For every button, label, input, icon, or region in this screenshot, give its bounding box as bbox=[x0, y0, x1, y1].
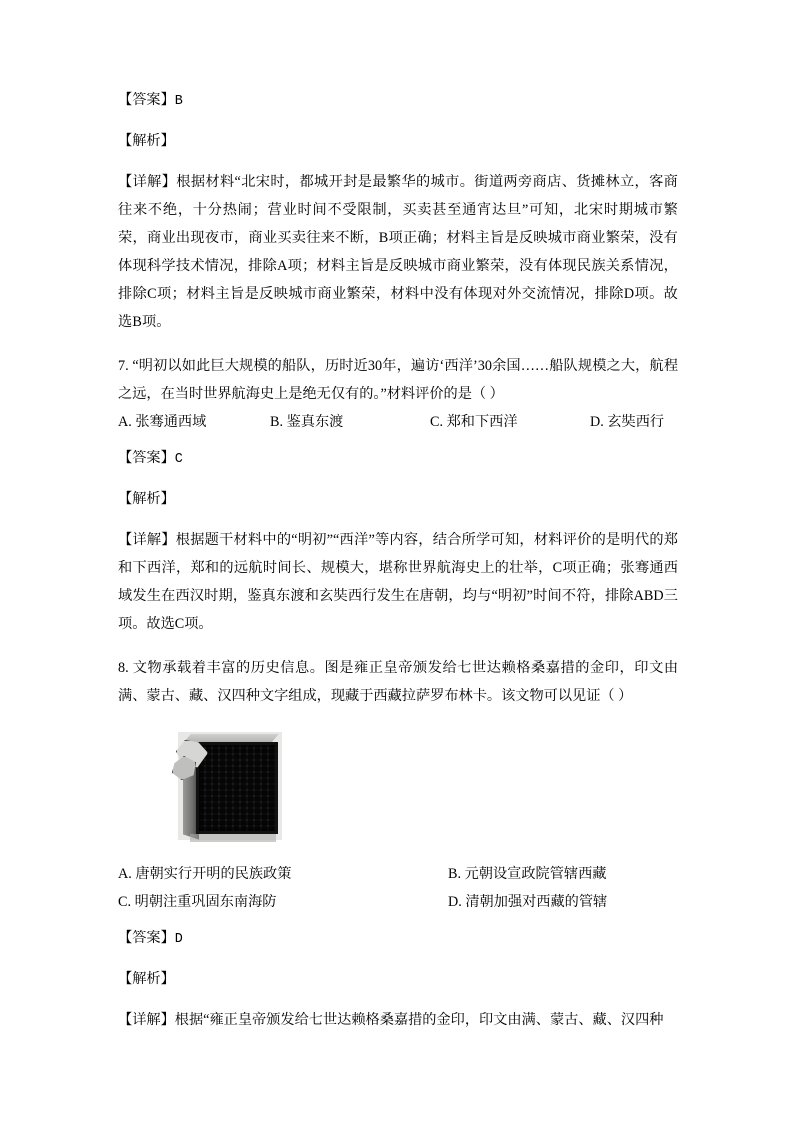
question-8-option-c[interactable] bbox=[118, 888, 448, 916]
question-7-detail-paragraph bbox=[118, 526, 678, 638]
option-text: 清朝加强对西藏的管辖 bbox=[465, 894, 608, 910]
question-8-option-a[interactable] bbox=[118, 860, 448, 888]
option-text: 郑和下西洋 bbox=[446, 414, 518, 430]
question-7-stem-text: “明初以如此巨大规模的船队，历时近30年，遍访‘西洋’30余国……船队规模之大，航程之远，在当时世界航海史上是绝无仅有的。”材料评价的是（ ） bbox=[118, 358, 679, 402]
answer-line bbox=[118, 86, 678, 114]
question-7-number: 7. bbox=[118, 358, 129, 374]
analysis-label-line bbox=[118, 127, 678, 155]
question-8-detail-paragraph bbox=[118, 1006, 678, 1034]
question-7-answer-line bbox=[118, 444, 678, 472]
question-7-options bbox=[118, 408, 678, 436]
seal-shadow bbox=[190, 834, 276, 842]
detail-text: 根据材料“北宋时，都城开封是最繁华的城市。街道两旁商店、货摊林立，客商往来不绝，十分热闹；营业时间不受限制，买卖甚至通宵达旦”可知，北宋时期城市繁荣，商业出现夜市，商业买卖往来不断，B项正确；材料主旨是反映城市商业繁荣，没有体现科学技术情况，排除A项；材料主旨是反映城市商业繁荣，没有体现民族关系情况，排除C项；材料主旨是反映城市商业繁荣，材料中没有体现对外交流情况，排除D项。故选B项。 bbox=[118, 174, 678, 330]
question-8-number: 8. bbox=[118, 660, 129, 676]
answer-label: 【答案】 bbox=[118, 450, 175, 466]
question-8-options-row-1 bbox=[118, 860, 678, 888]
question-8-option-d[interactable] bbox=[448, 888, 678, 916]
question-8 bbox=[118, 654, 678, 1034]
question-7-detail-block bbox=[118, 526, 678, 638]
option-text: 鉴真东渡 bbox=[286, 414, 344, 430]
option-text: 张骞通西域 bbox=[135, 414, 207, 430]
question-7-analysis-label-line bbox=[118, 485, 678, 513]
question-8-stem-text: 文物承载着丰富的历史信息。图是雍正皇帝颁发给七世达赖格桑嘉措的金印，印文由满、蒙古、藏、汉四种文字组成，现藏于西藏拉萨罗布林卡。该文物可以见证（ ） bbox=[118, 660, 679, 704]
analysis-label: 【解析】 bbox=[118, 133, 175, 149]
gold-seal-image bbox=[162, 718, 288, 848]
question-8-figure bbox=[162, 718, 292, 850]
option-text: 玄奘西行 bbox=[607, 414, 665, 430]
question-8-answer-line bbox=[118, 924, 678, 952]
option-key: A. bbox=[118, 866, 132, 882]
question-7 bbox=[118, 352, 678, 638]
option-text: 元朝设宣政院管辖西藏 bbox=[464, 866, 607, 882]
analysis-label: 【解析】 bbox=[118, 971, 175, 987]
detail-text: 根据题干材料中的“明初”“西洋”等内容，结合所学可知，材料评价的是明代的郑和下西洋，郑和的远航时间长、规模大，堪称世界航海史上的壮举，C项正确；张骞通西域发生在西汉时期，鉴真东渡和玄奘西行发生在唐朝，均与“明初”时间不符，排除ABD三项。故选C项。 bbox=[118, 532, 678, 632]
answer-label: 【答案】 bbox=[118, 930, 175, 946]
question-7-option-b[interactable] bbox=[270, 408, 430, 436]
answer-value: B bbox=[174, 94, 183, 109]
question-7-option-d[interactable] bbox=[590, 408, 664, 436]
detail-label: 【详解】 bbox=[118, 174, 177, 190]
question-8-stem bbox=[118, 654, 678, 710]
option-key: B. bbox=[448, 866, 462, 882]
question-8-options-row-2 bbox=[118, 888, 678, 916]
option-text: 唐朝实行开明的民族政策 bbox=[135, 866, 292, 882]
detail-text: 根据“雍正皇帝颁发给七世达赖格桑嘉措的金印，印文由满、蒙古、藏、汉四种 bbox=[174, 1012, 664, 1028]
detail-label: 【详解】 bbox=[118, 1012, 175, 1028]
question-8-detail-block bbox=[118, 1006, 678, 1034]
question-7-option-a[interactable] bbox=[118, 408, 270, 436]
option-key: B. bbox=[270, 414, 284, 430]
answer-label: 【答案】 bbox=[118, 92, 175, 108]
option-text: 明朝注重巩固东南海防 bbox=[134, 894, 277, 910]
answer-value: D bbox=[174, 932, 183, 947]
seal-inscription-face bbox=[196, 742, 278, 834]
option-key: A. bbox=[118, 414, 132, 430]
question-7-stem bbox=[118, 352, 678, 408]
option-key: D. bbox=[448, 894, 462, 910]
option-key: C. bbox=[430, 414, 444, 430]
analysis-label: 【解析】 bbox=[118, 491, 175, 507]
option-key: D. bbox=[590, 414, 604, 430]
question-7-option-c[interactable] bbox=[430, 408, 590, 436]
question-8-analysis-label-line bbox=[118, 965, 678, 993]
detail-block bbox=[118, 168, 678, 336]
detail-paragraph bbox=[118, 168, 678, 336]
detail-label: 【详解】 bbox=[118, 532, 176, 548]
question-8-option-b[interactable] bbox=[448, 860, 678, 888]
answer-value: C bbox=[174, 452, 183, 467]
option-key: C. bbox=[118, 894, 132, 910]
